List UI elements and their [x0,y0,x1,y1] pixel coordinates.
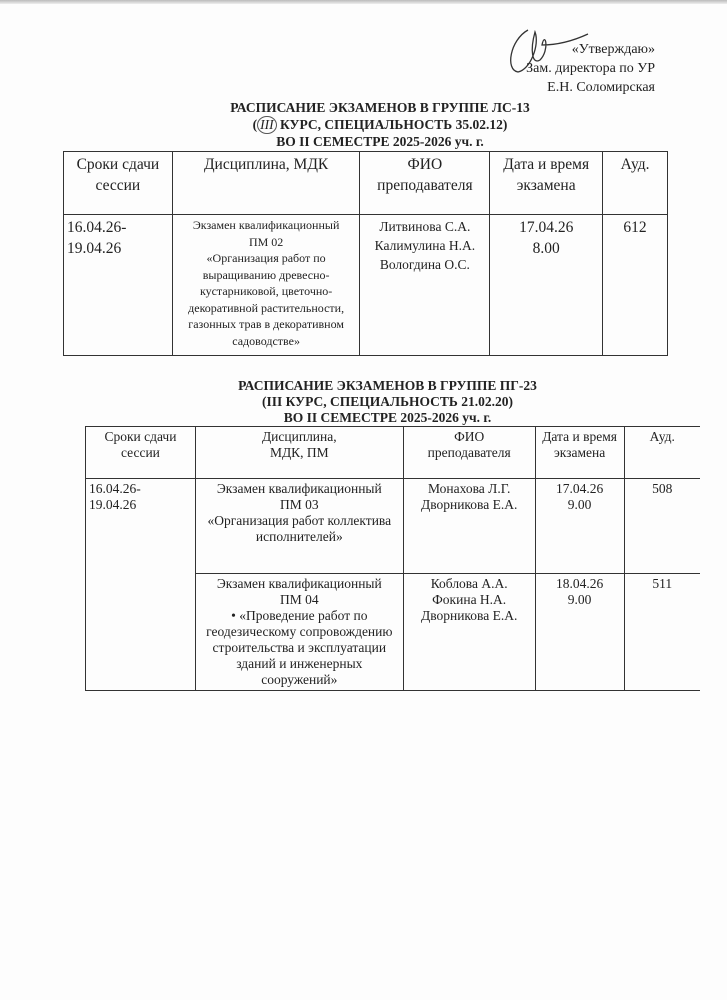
header-cell: Ауд. [624,427,700,479]
datetime-cell: 17.04.26 8.00 [490,215,603,356]
table-row [86,479,701,574]
header-cell: Дисциплина, МДК [172,152,360,215]
room-cell: 612 [603,215,668,356]
discipline-cell: Экзамен квалификационный ПМ 03 «Организация работ коллектива исполнителей» [195,479,403,574]
title-line: ВО II СЕМЕСТРЕ 2025-2026 уч. г. [276,134,484,149]
schedule1-title [150,100,610,150]
approval-position: Зам. директора по УР [526,61,655,76]
title-line: (III КУРС, СПЕЦИАЛЬНОСТЬ 21.02.20) [262,394,513,409]
table-row [64,215,668,356]
title-text: КУРС, СПЕЦИАЛЬНОСТЬ 35.02.12) [276,117,508,132]
teachers-cell: Монахова Л.Г. Дворникова Е.А. [403,479,535,574]
title-line: РАСПИСАНИЕ ЭКЗАМЕНОВ В ГРУППЕ ПГ-23 [238,378,537,393]
header-cell: Дата и время экзамена [490,152,603,215]
header-cell: ФИО преподавателя [403,427,535,479]
teachers-cell: Коблова А.А. Фокина Н.А. Дворникова Е.А. [403,574,535,691]
discipline-cell: Экзамен квалификационный ПМ 04 • «Проведение работ по геодезическому сопровождению строительства и эксплуатации зданий и инженерных сооружений» [195,574,403,691]
header-cell: ФИО преподавателя [360,152,490,215]
header-row [86,427,701,479]
header-cell: Ауд. [603,152,668,215]
title-line [150,116,610,134]
header-cell: Сроки сдачи сессии [64,152,173,215]
header-cell: Сроки сдачи сессии [86,427,196,479]
course-number-circled: III [257,116,277,134]
schedule2-title [150,378,625,426]
teachers-cell: Литвинова С.А. Калимулина Н.А. Вологдина О.С. [360,215,490,356]
paren: ( [252,117,258,132]
header-row [64,152,668,215]
period-cell: 16.04.26- 19.04.26 [86,479,196,691]
scan-edge [0,0,727,4]
schedule1-table [63,151,668,356]
room-cell: 508 [624,479,700,574]
datetime-cell: 18.04.26 9.00 [535,574,624,691]
approval-block [526,40,655,97]
title-line: ВО II СЕМЕСТРЕ 2025-2026 уч. г. [283,410,492,425]
header-cell: Дата и время экзамена [535,427,624,479]
room-cell: 511 [624,574,700,691]
approval-name: Е.Н. Соломирская [547,80,655,95]
header-cell: Дисциплина, МДК, ПМ [195,427,403,479]
discipline-cell: Экзамен квалификационный ПМ 02 «Организация работ по выращиванию древесно-кустарниковой, цветочно-декоративной растительности, газонных трав в декоративном садоводстве» [172,215,360,356]
approval-line: «Утверждаю» [571,42,655,57]
schedule2-table [85,426,700,691]
datetime-cell: 17.04.26 9.00 [535,479,624,574]
title-line: РАСПИСАНИЕ ЭКЗАМЕНОВ В ГРУППЕ ЛС-13 [230,100,530,115]
period-cell: 16.04.26- 19.04.26 [64,215,173,356]
